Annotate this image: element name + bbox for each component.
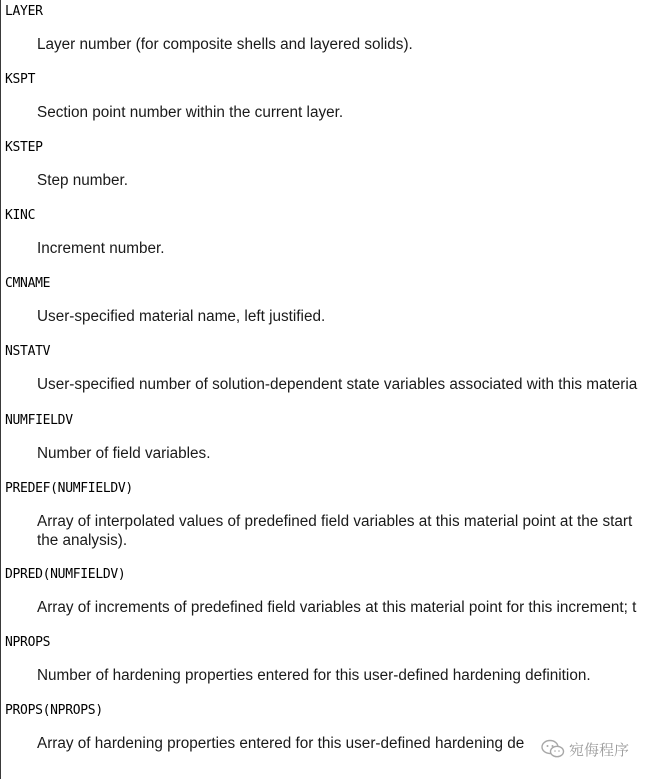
variable-name: LAYER (5, 4, 43, 19)
variable-description (37, 444, 662, 463)
description-line: Array of increments of predefined field variables at this material point for this increment; t (37, 599, 637, 616)
description-line: the analysis). (37, 532, 128, 549)
variable-description (37, 512, 662, 550)
variable-name: KSTEP (5, 140, 43, 155)
description-line: Array of hardening properties entered for this user-defined hardening de (37, 735, 525, 752)
description-line: User-specified material name, left justified. (37, 308, 326, 325)
watermark-text: 宛侮程序 (569, 740, 630, 759)
variable-description (37, 239, 662, 258)
variable-name: PREDEF(NUMFIELDV) (5, 481, 133, 496)
variable-name: NPROPS (5, 635, 51, 650)
variable-name: KSPT (5, 72, 36, 87)
variable-name: CMNAME (5, 276, 51, 291)
description-line: User-specified number of solution-dependent state variables associated with this materia (37, 376, 638, 393)
description-line: Increment number. (37, 240, 165, 257)
description-line: Array of interpolated values of predefined field variables at this material point at the start (37, 513, 633, 530)
variable-name: PROPS(NPROPS) (5, 703, 103, 718)
variable-name: NUMFIELDV (5, 413, 73, 428)
wechat-icon (541, 739, 565, 759)
description-line: Section point number within the current layer. (37, 104, 344, 121)
description-line: Number of field variables. (37, 445, 211, 462)
variable-description (37, 375, 662, 394)
variable-description (37, 171, 662, 190)
variable-description (37, 666, 662, 685)
variable-description (37, 103, 662, 122)
description-line: Number of hardening properties entered for this user-defined hardening definition. (37, 667, 591, 684)
watermark (541, 736, 629, 762)
variable-name: DPRED(NUMFIELDV) (5, 567, 126, 582)
variable-name: KINC (5, 208, 36, 223)
variable-description (37, 598, 662, 617)
variable-description (37, 35, 662, 54)
variable-description (37, 307, 662, 326)
variable-name: NSTATV (5, 344, 51, 359)
description-line: Layer number (for composite shells and layered solids). (37, 36, 413, 53)
description-line: Step number. (37, 172, 128, 189)
